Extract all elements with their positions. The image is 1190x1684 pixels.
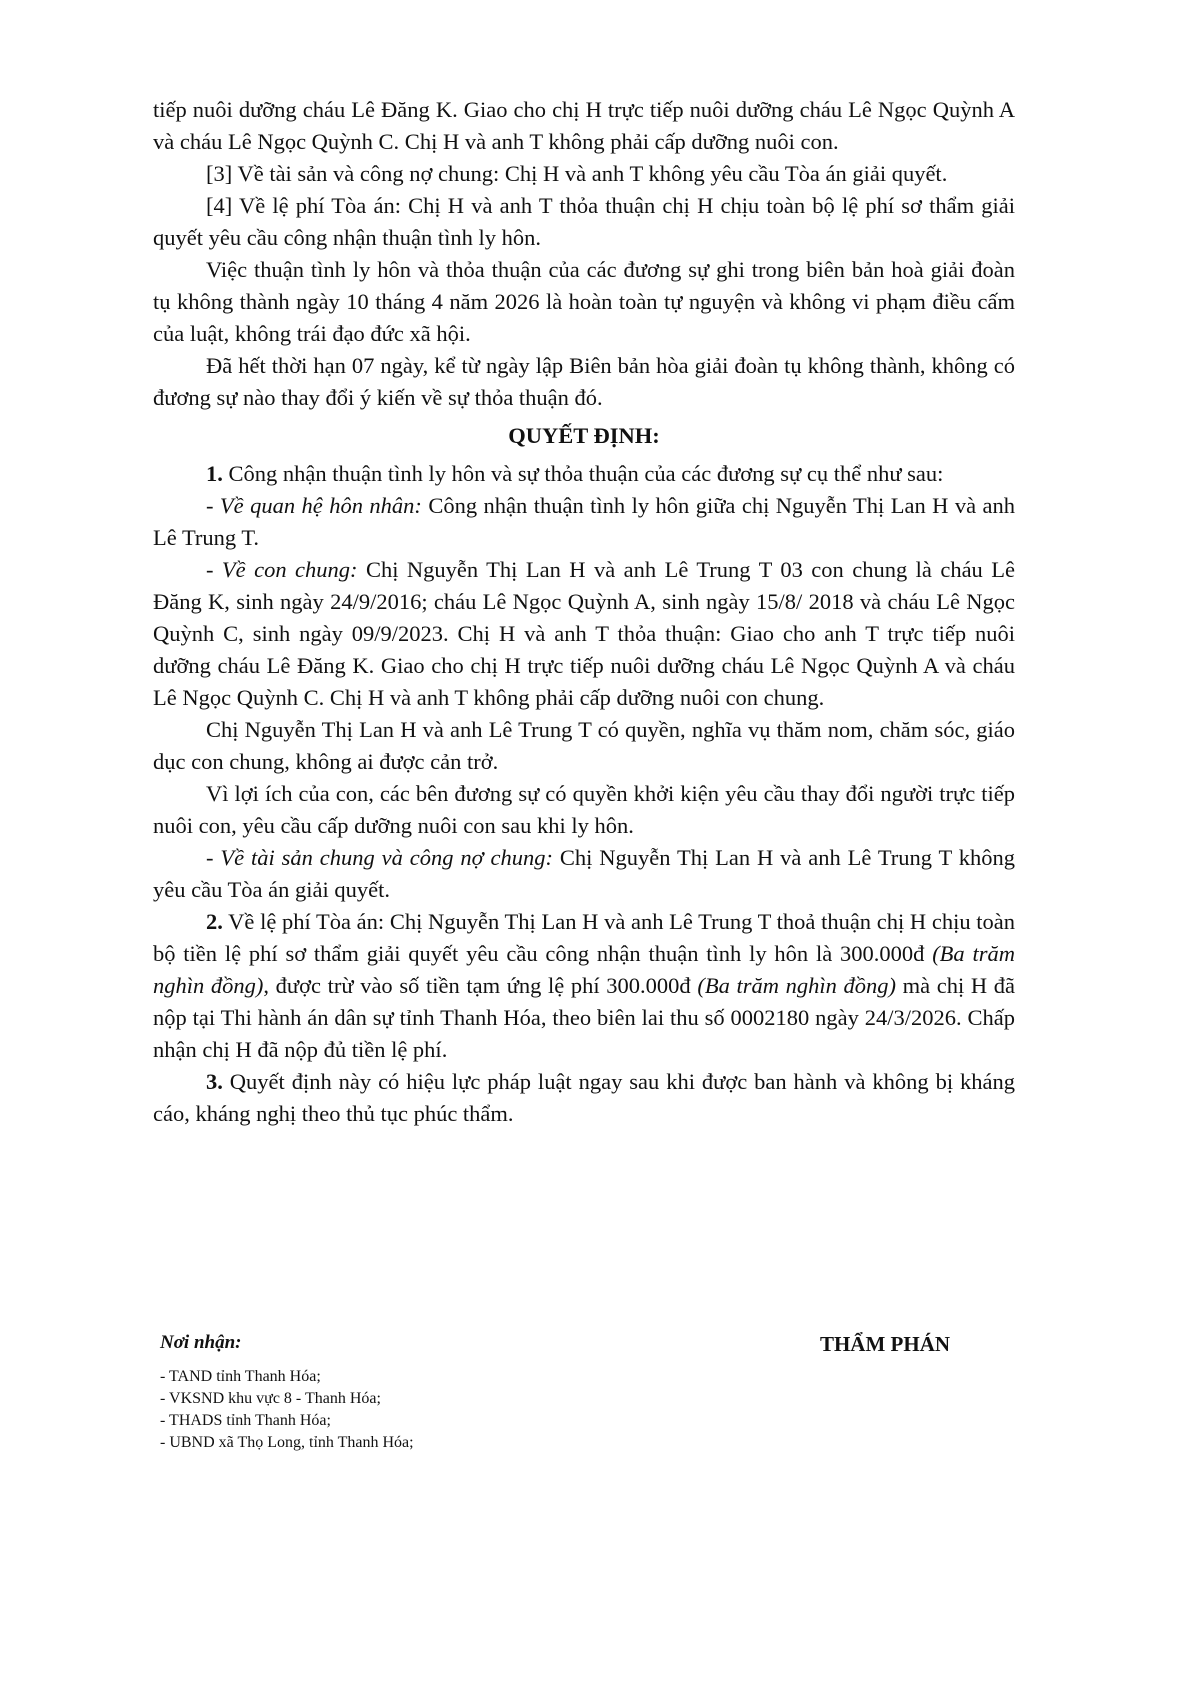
item-number: 1.: [206, 461, 223, 486]
amount-in-words: (Ba trăm nghìn đồng): [697, 973, 896, 998]
decision-item-2: [153, 906, 1015, 1066]
section-label: - Về quan hệ hôn nhân:: [206, 493, 422, 518]
recipient: - TAND tỉnh Thanh Hóa;: [160, 1368, 321, 1385]
recipients-title: Nơi nhận:: [160, 1332, 242, 1353]
judge-title: THẨM PHÁN: [819, 1332, 951, 1356]
amount-in-words: (Ba trăm nghìn đồng): [153, 941, 1015, 998]
children-paragraph: [153, 554, 1015, 714]
paragraph: Đã hết thời hạn 07 ngày, kể từ ngày lập Biên bản hòa giải đoàn tụ không thành, không có đương sự nào thay đổi ý kiến về sự thỏa thuận đó.: [153, 353, 1015, 410]
section-label: - Về tài sản chung và công nợ chung:: [206, 845, 554, 870]
decision-item-1: [153, 458, 1015, 490]
document-body: [153, 94, 1015, 1130]
paragraph: Vì lợi ích của con, các bên đương sự có quyền khởi kiện yêu cầu thay đổi người trực tiếp nuôi con, yêu cầu cấp dưỡng nuôi con sau khi ly hôn.: [153, 781, 1015, 838]
section-text: Chị Nguyễn Thị Lan H và anh Lê Trung T không yêu cầu Tòa án giải quyết.: [153, 845, 1015, 902]
decision-heading: QUYẾT ĐỊNH:: [508, 423, 660, 448]
item-number: 3.: [206, 1069, 223, 1094]
paragraph: tiếp nuôi dưỡng cháu Lê Đăng K. Giao cho chị H trực tiếp nuôi dưỡng cháu Lê Ngọc Quỳnh A và cháu Lê Ngọc Quỳnh C. Chị H và anh T không phải cấp dưỡng nuôi con.: [153, 97, 1015, 154]
item-text: mà chị H đã nộp tại Thi hành án dân sự tỉnh Thanh Hóa, theo biên lai thu số 0002180 ngày 24/3/2026. Chấp nhận chị H đã nộp đủ tiền lệ phí.: [153, 973, 1015, 1062]
section-text: Chị Nguyễn Thị Lan H và anh Lê Trung T 03 con chung là cháu Lê Đăng K, sinh ngày 24/9/2016; cháu Lê Ngọc Quỳnh A, sinh ngày 15/8/ 2018 và cháu Lê Ngọc Quỳnh C, sinh ngày 09/9/2023. Chị H và anh T thỏa thuận: Giao cho anh T trực tiếp nuôi dưỡng cháu Lê Đăng K. Giao cho chị H trực tiếp nuôi dưỡng cháu Lê Ngọc Quỳnh A và cháu Lê Ngọc Quỳnh C. Chị H và anh T không phải cấp dưỡng nuôi con chung.: [153, 557, 1015, 710]
recipient: - UBND xã Thọ Long, tỉnh Thanh Hóa;: [160, 1434, 414, 1451]
item-text: , được trừ vào số tiền tạm ứng lệ phí 300.000đ: [263, 973, 698, 998]
paragraph: Chị Nguyễn Thị Lan H và anh Lê Trung T có quyền, nghĩa vụ thăm nom, chăm sóc, giáo dục con chung, không ai được cản trở.: [153, 717, 1015, 774]
item-number: 2.: [206, 909, 223, 934]
decision-item-3: [153, 1066, 1015, 1130]
item-text: Quyết định này có hiệu lực pháp luật ngay sau khi được ban hành và không bị kháng cáo, kháng nghị theo thủ tục phúc thẩm.: [153, 1069, 1015, 1126]
recipient: - THADS tỉnh Thanh Hóa;: [160, 1412, 331, 1429]
paragraph: [4] Về lệ phí Tòa án: Chị H và anh T thỏa thuận chị H chịu toàn bộ lệ phí sơ thẩm giải quyết yêu cầu công nhận thuận tình ly hôn.: [153, 193, 1015, 250]
paragraph: [3] Về tài sản và công nợ chung: Chị H và anh T không yêu cầu Tòa án giải quyết.: [206, 161, 948, 186]
marriage-paragraph: [153, 490, 1015, 554]
recipients-list: [160, 1366, 1020, 1454]
item-text: Công nhận thuận tình ly hôn và sự thỏa thuận của các đương sự cụ thể như sau:: [222, 461, 944, 486]
recipient: - VKSND khu vực 8 - Thanh Hóa;: [160, 1390, 381, 1407]
paragraph: Việc thuận tình ly hôn và thỏa thuận của các đương sự ghi trong biên bản hoà giải đoàn tụ không thành ngày 10 tháng 4 năm 2026 là hoàn toàn tự nguyện và không vi phạm điều cấm của luật, không trái đạo đức xã hội.: [153, 257, 1015, 346]
footer: [160, 1332, 1020, 1454]
section-text: Công nhận thuận tình ly hôn giữa chị Nguyễn Thị Lan H và anh Lê Trung T.: [153, 493, 1015, 550]
property-paragraph: [153, 842, 1015, 906]
item-text: Về lệ phí Tòa án: Chị Nguyễn Thị Lan H và anh Lê Trung T thoả thuận chị H chịu toàn bộ tiền lệ phí sơ thẩm giải quyết yêu cầu công nhận thuận tình ly hôn là 300.000đ: [153, 909, 1015, 966]
section-label: - Về con chung:: [206, 557, 358, 582]
